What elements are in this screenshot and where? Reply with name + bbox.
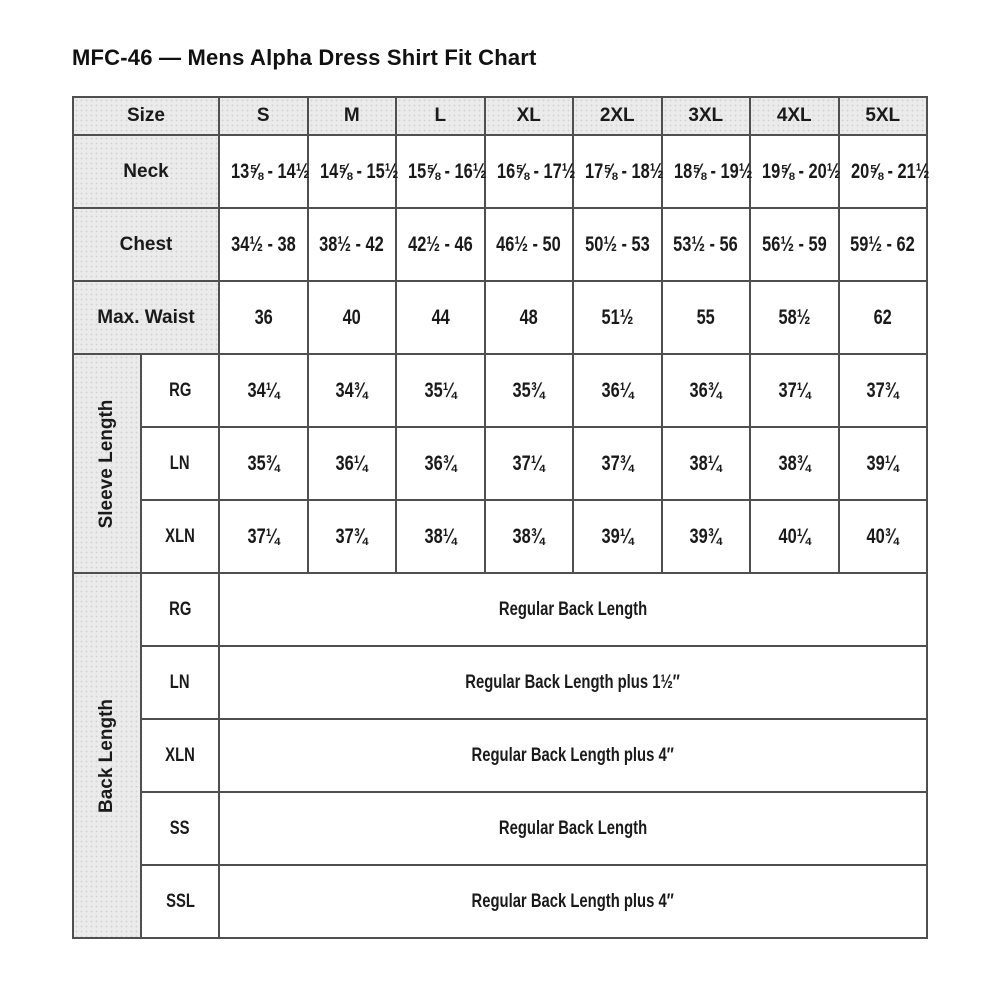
chest-value-cell: 42½ - 46 xyxy=(396,208,485,281)
sleeve-sub-label-rg: RG xyxy=(141,354,219,427)
back-sub-label-ln: LN xyxy=(141,646,219,719)
back-sub-label-rg: RG xyxy=(141,573,219,646)
neck-value-cell: 18⅝ - 19½ xyxy=(662,135,751,208)
neck-value-cell: 17⅝ - 18½ xyxy=(573,135,662,208)
sleeve-value-cell: 36¾ xyxy=(662,354,751,427)
size-header-label: Size xyxy=(126,105,166,126)
sleeve-value-cell: 34¼ xyxy=(219,354,308,427)
back-xln-row xyxy=(73,719,927,792)
chest-value-cell: 59½ - 62 xyxy=(839,208,928,281)
back-sub-label-ssl: SSL xyxy=(141,865,219,938)
sleeve-value-cell: 37¾ xyxy=(573,427,662,500)
sleeve-value-cell: 37¼ xyxy=(750,354,839,427)
waist-value-cell: 55 xyxy=(662,281,751,354)
back-length-value-cell: Regular Back Length xyxy=(219,792,927,865)
sleeve-value-cell: 36¼ xyxy=(573,354,662,427)
neck-value-cell: 15⅝ - 16½ xyxy=(396,135,485,208)
neck-row xyxy=(73,135,927,208)
column-header-4xl: 4XL xyxy=(750,97,839,135)
neck-value-cell: 19⅝ - 20½ xyxy=(750,135,839,208)
sleeve-value-cell: 38¼ xyxy=(396,500,485,573)
sleeve-value-cell: 38¾ xyxy=(750,427,839,500)
waist-value-cell: 58½ xyxy=(750,281,839,354)
sleeve-value-cell: 39¾ xyxy=(662,500,751,573)
sleeve-value-cell: 38¾ xyxy=(485,500,574,573)
column-header-s: S xyxy=(219,97,308,135)
sleeve-value-cell: 34¾ xyxy=(308,354,397,427)
sleeve-value-cell: 40¼ xyxy=(750,500,839,573)
back-ssl-row xyxy=(73,865,927,938)
sleeve-length-group-label: Sleeve Length xyxy=(73,354,141,573)
column-header-l: L xyxy=(396,97,485,135)
chest-value-cell: 34½ - 38 xyxy=(219,208,308,281)
chest-value-cell: 38½ - 42 xyxy=(308,208,397,281)
sleeve-value-cell: 39¼ xyxy=(573,500,662,573)
row-label-max-waist: Max. Waist xyxy=(73,281,219,354)
table-header-row xyxy=(73,97,927,135)
page-title: MFC-46 — Mens Alpha Dress Shirt Fit Chart xyxy=(72,45,537,70)
chest-value-cell: 53½ - 56 xyxy=(662,208,751,281)
waist-value-cell: 62 xyxy=(839,281,928,354)
sleeve-value-cell: 36¼ xyxy=(308,427,397,500)
back-sub-label-ss: SS xyxy=(141,792,219,865)
neck-value-cell: 16⅝ - 17½ xyxy=(485,135,574,208)
back-length-group-label: Back Length xyxy=(73,573,141,938)
column-header-2xl: 2XL xyxy=(573,97,662,135)
size-header-cell xyxy=(73,97,219,135)
sleeve-value-cell: 37¼ xyxy=(485,427,574,500)
chest-value-cell: 50½ - 53 xyxy=(573,208,662,281)
column-header-5xl: 5XL xyxy=(839,97,928,135)
neck-value-cell: 13⅝ - 14½ xyxy=(219,135,308,208)
sleeve-sub-label-ln: LN xyxy=(141,427,219,500)
waist-value-cell: 51½ xyxy=(573,281,662,354)
sleeve-value-cell: 35¼ xyxy=(396,354,485,427)
waist-value-cell: 48 xyxy=(485,281,574,354)
back-length-value-cell: Regular Back Length plus 1½″ xyxy=(219,646,927,719)
sleeve-value-cell: 35¾ xyxy=(219,427,308,500)
back-length-value-cell: Regular Back Length plus 4″ xyxy=(219,719,927,792)
row-label-chest: Chest xyxy=(73,208,219,281)
back-length-value-cell: Regular Back Length xyxy=(219,573,927,646)
neck-value-cell: 14⅝ - 15½ xyxy=(308,135,397,208)
sleeve-value-cell: 37¼ xyxy=(219,500,308,573)
column-header-m: M xyxy=(308,97,397,135)
sleeve-value-cell: 37¾ xyxy=(308,500,397,573)
back-sub-label-xln: XLN xyxy=(141,719,219,792)
chest-value-cell: 56½ - 59 xyxy=(750,208,839,281)
chest-value-cell: 46½ - 50 xyxy=(485,208,574,281)
back-length-value-cell: Regular Back Length plus 4″ xyxy=(219,865,927,938)
sleeve-xln-row xyxy=(73,500,927,573)
back-rg-row xyxy=(73,573,927,646)
max-waist-row xyxy=(73,281,927,354)
sleeve-sub-label-xln: XLN xyxy=(141,500,219,573)
row-label-neck: Neck xyxy=(73,135,219,208)
sleeve-value-cell: 35¾ xyxy=(485,354,574,427)
chest-row xyxy=(73,208,927,281)
back-ss-row xyxy=(73,792,927,865)
back-ln-row xyxy=(73,646,927,719)
waist-value-cell: 40 xyxy=(308,281,397,354)
waist-value-cell: 44 xyxy=(396,281,485,354)
fit-chart-table xyxy=(72,96,928,939)
sleeve-value-cell: 40¾ xyxy=(839,500,928,573)
column-header-3xl: 3XL xyxy=(662,97,751,135)
sleeve-value-cell: 38¼ xyxy=(662,427,751,500)
waist-value-cell: 36 xyxy=(219,281,308,354)
sleeve-rg-row xyxy=(73,354,927,427)
sleeve-value-cell: 39¼ xyxy=(839,427,928,500)
sleeve-value-cell: 36¾ xyxy=(396,427,485,500)
neck-value-cell: 20⅝ - 21½ xyxy=(839,135,928,208)
column-header-xl: XL xyxy=(485,97,574,135)
sleeve-ln-row xyxy=(73,427,927,500)
sleeve-value-cell: 37¾ xyxy=(839,354,928,427)
